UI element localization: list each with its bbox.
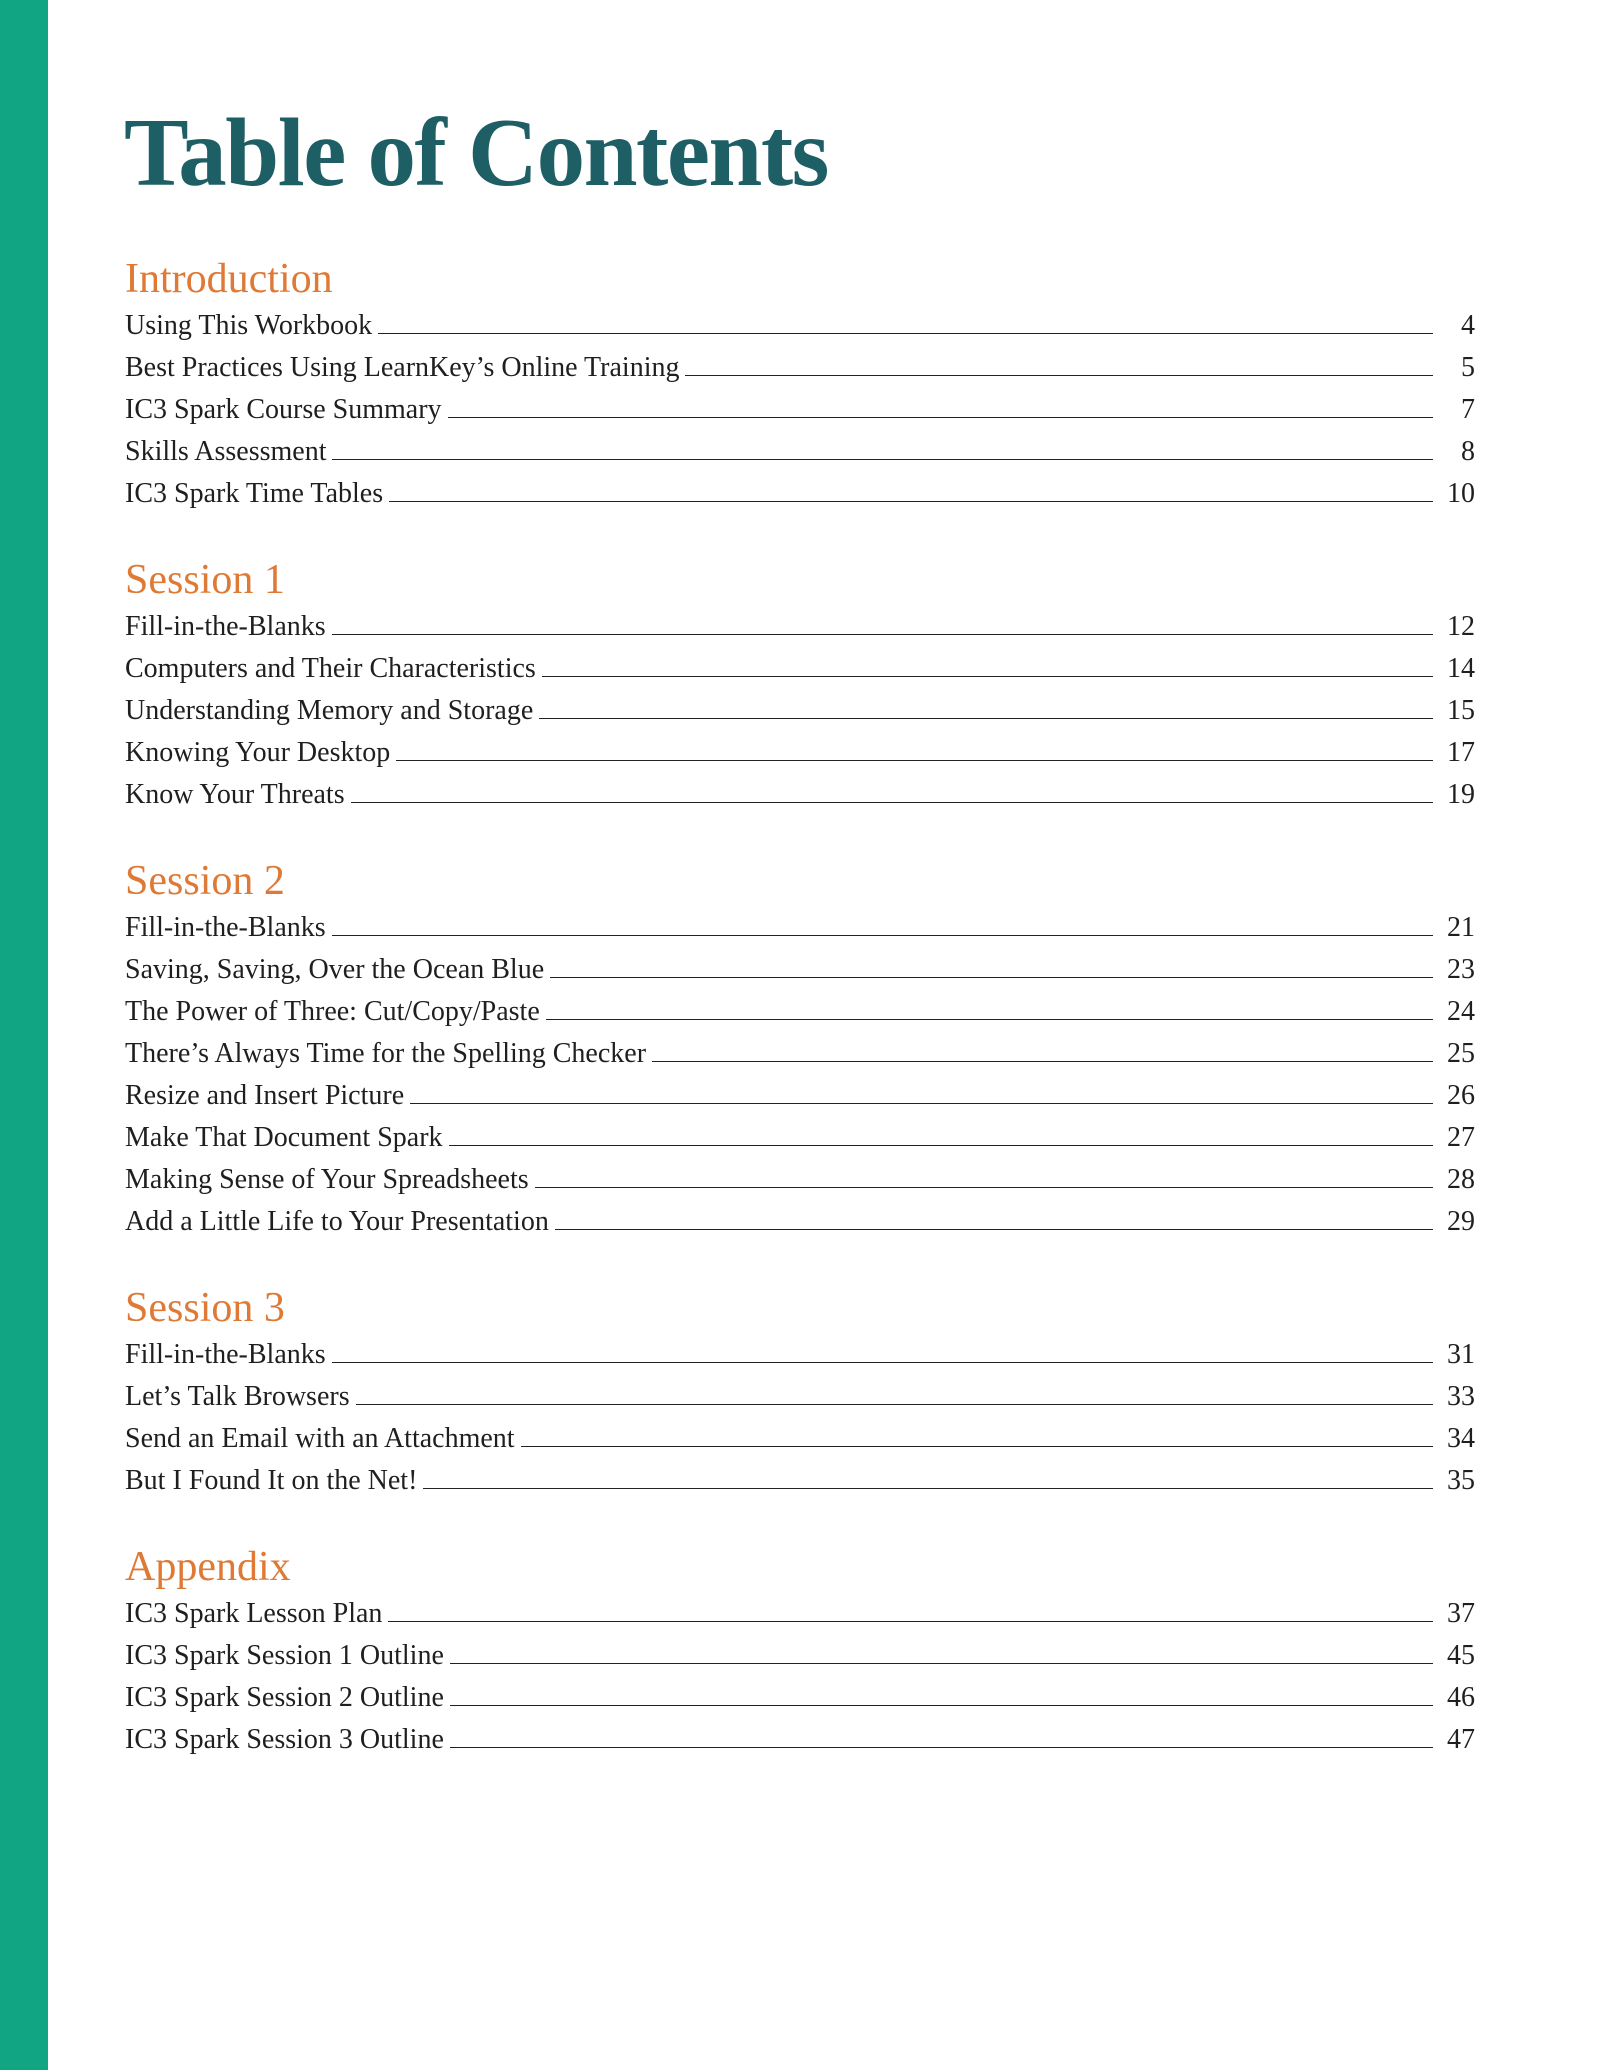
entry-title: IC3 Spark Session 3 Outline [125, 1724, 444, 1755]
entry-page-number: 21 [1447, 912, 1475, 943]
entry-page-number: 33 [1447, 1381, 1475, 1412]
toc-entry[interactable] [125, 431, 1475, 473]
entry-title: Fill-in-the-Blanks [125, 611, 326, 642]
dot-leader-line [685, 374, 1433, 376]
entry-title: IC3 Spark Course Summary [125, 394, 442, 425]
entry-page-number: 17 [1447, 737, 1475, 768]
dot-leader-line [332, 1361, 1433, 1363]
dot-leader-line [351, 801, 1433, 803]
entry-title: Understanding Memory and Storage [125, 695, 534, 726]
entry-title: IC3 Spark Lesson Plan [125, 1598, 383, 1629]
dot-leader-line [521, 1445, 1433, 1447]
entry-page-number: 25 [1447, 1038, 1475, 1069]
dot-leader-line [332, 458, 1433, 460]
dot-leader-line [448, 416, 1433, 418]
entry-title: IC3 Spark Session 1 Outline [125, 1640, 444, 1671]
entry-title: Add a Little Life to Your Presentation [125, 1206, 549, 1237]
toc-entry[interactable] [125, 305, 1475, 347]
entry-page-number: 15 [1447, 695, 1475, 726]
section-heading: Session 3 [125, 1285, 285, 1331]
entry-page-number: 29 [1447, 1206, 1475, 1237]
toc-entry[interactable] [125, 1201, 1475, 1243]
dot-leader-line [356, 1403, 1433, 1405]
toc-entry[interactable] [125, 774, 1475, 816]
entry-title: Skills Assessment [125, 436, 327, 467]
entry-title: Knowing Your Desktop [125, 737, 391, 768]
left-accent-bar [0, 0, 48, 2070]
toc-section-session-1 [125, 554, 1475, 816]
entry-page-number: 5 [1461, 352, 1475, 383]
dot-leader-line [539, 717, 1433, 719]
dot-leader-line [410, 1102, 1433, 1104]
entry-title: Making Sense of Your Spreadsheets [125, 1164, 529, 1195]
toc-entry[interactable] [125, 389, 1475, 431]
entry-page-number: 37 [1447, 1598, 1475, 1629]
entry-title: Make That Document Spark [125, 1122, 443, 1153]
entry-page-number: 28 [1447, 1164, 1475, 1195]
entry-title: Using This Workbook [125, 310, 373, 341]
dot-leader-line [535, 1186, 1433, 1188]
entry-title: Resize and Insert Picture [125, 1080, 405, 1111]
dot-leader-line [332, 934, 1433, 936]
dot-leader-line [449, 1144, 1433, 1146]
toc-section-introduction [125, 253, 1475, 515]
entry-page-number: 31 [1447, 1339, 1475, 1370]
toc-entry[interactable] [125, 1334, 1475, 1376]
dot-leader-line [542, 675, 1433, 677]
entry-page-number: 27 [1447, 1122, 1475, 1153]
entry-title: Fill-in-the-Blanks [125, 912, 326, 943]
toc-entry[interactable] [125, 1593, 1475, 1635]
entry-title: There’s Always Time for the Spelling Checker [125, 1038, 647, 1069]
entry-title: Fill-in-the-Blanks [125, 1339, 326, 1370]
entry-title: IC3 Spark Session 2 Outline [125, 1682, 444, 1713]
entry-page-number: 34 [1447, 1423, 1475, 1454]
dot-leader-line [423, 1487, 1433, 1489]
dot-leader-line [389, 500, 1433, 502]
entry-title: But I Found It on the Net! [125, 1465, 418, 1496]
entry-page-number: 7 [1461, 394, 1475, 425]
entry-page-number: 24 [1447, 996, 1475, 1027]
toc-entry[interactable] [125, 949, 1475, 991]
dot-leader-line [450, 1662, 1433, 1664]
toc-entry[interactable] [125, 1159, 1475, 1201]
toc-section-appendix [125, 1541, 1475, 1761]
section-heading: Session 2 [125, 858, 285, 904]
entry-page-number: 10 [1447, 478, 1475, 509]
entry-title: Send an Email with an Attachment [125, 1423, 515, 1454]
toc-section-session-2 [125, 855, 1475, 1243]
entry-page-number: 14 [1447, 653, 1475, 684]
toc-entry[interactable] [125, 1418, 1475, 1460]
entry-title: IC3 Spark Time Tables [125, 478, 384, 509]
entry-title: The Power of Three: Cut/Copy/Paste [125, 996, 540, 1027]
dot-leader-line [555, 1228, 1433, 1230]
toc-entry[interactable] [125, 473, 1475, 515]
toc-entry[interactable] [125, 732, 1475, 774]
toc-entry[interactable] [125, 347, 1475, 389]
toc-entry[interactable] [125, 907, 1475, 949]
dot-leader-line [450, 1704, 1433, 1706]
toc-section-session-3 [125, 1282, 1475, 1502]
entry-page-number: 8 [1461, 436, 1475, 467]
dot-leader-line [396, 759, 1433, 761]
section-heading: Appendix [125, 1544, 291, 1590]
entry-page-number: 12 [1447, 611, 1475, 642]
toc-entry[interactable] [125, 606, 1475, 648]
dot-leader-line [332, 633, 1433, 635]
toc-entry[interactable] [125, 648, 1475, 690]
toc-entry[interactable] [125, 1033, 1475, 1075]
page-title: Table of Contents [124, 99, 828, 206]
entry-title: Let’s Talk Browsers [125, 1381, 350, 1412]
entry-page-number: 45 [1447, 1640, 1475, 1671]
entry-page-number: 26 [1447, 1080, 1475, 1111]
toc-entry[interactable] [125, 1117, 1475, 1159]
toc-entry[interactable] [125, 690, 1475, 732]
section-heading: Session 1 [125, 557, 285, 603]
toc-entry[interactable] [125, 1376, 1475, 1418]
section-heading: Introduction [125, 256, 333, 302]
entry-page-number: 23 [1447, 954, 1475, 985]
toc-entry[interactable] [125, 991, 1475, 1033]
entry-page-number: 35 [1447, 1465, 1475, 1496]
dot-leader-line [652, 1060, 1433, 1062]
toc-entry[interactable] [125, 1719, 1475, 1761]
entry-title: Computers and Their Characteristics [125, 653, 536, 684]
entry-title: Best Practices Using LearnKey’s Online Training [125, 352, 680, 383]
entry-page-number: 46 [1447, 1682, 1475, 1713]
dot-leader-line [378, 332, 1433, 334]
toc-entry[interactable] [125, 1460, 1475, 1502]
entry-page-number: 19 [1447, 779, 1475, 810]
entry-title: Know Your Threats [125, 779, 345, 810]
entry-page-number: 47 [1447, 1724, 1475, 1755]
entry-page-number: 4 [1461, 310, 1475, 341]
toc-entry[interactable] [125, 1677, 1475, 1719]
entry-title: Saving, Saving, Over the Ocean Blue [125, 954, 545, 985]
dot-leader-line [546, 1018, 1433, 1020]
dot-leader-line [450, 1746, 1433, 1748]
toc-entry[interactable] [125, 1635, 1475, 1677]
dot-leader-line [388, 1620, 1433, 1622]
dot-leader-line [550, 976, 1433, 978]
toc-entry[interactable] [125, 1075, 1475, 1117]
